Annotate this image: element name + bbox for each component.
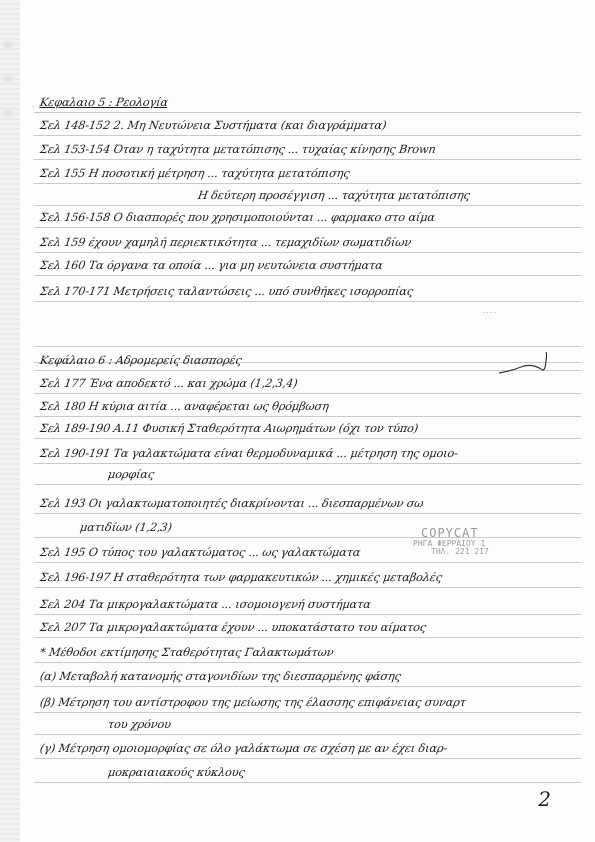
ruled-line	[34, 782, 581, 783]
punch-hole	[2, 36, 14, 54]
ruled-line	[34, 416, 581, 417]
ruled-line	[34, 463, 581, 464]
ruled-line	[34, 252, 581, 253]
ruled-line	[34, 513, 581, 514]
notebook-line: (α) Μεταβολή κατανομής σταγονιδίων της διεσπαρμένης φάσης	[39, 670, 402, 683]
ruled-line	[34, 637, 581, 638]
notebook-line: Σελ 195 Ο τύπος του γαλακτώματος ... ως γαλακτώματα	[39, 546, 362, 559]
notebook-line: (γ) Μέτρηση ομοιομορφίας σε όλο γαλάκτωμα σε σχέση με αν έχει διαρ-	[39, 742, 448, 755]
page-number: 2	[538, 787, 551, 811]
ruled-line	[34, 205, 581, 206]
ruled-line	[34, 227, 581, 228]
notebook-line: Η δεύτερη προσέγγιση ... ταχύτητα μετατόπισης	[197, 189, 471, 202]
notebook-line: Σελ 204 Τα μικρογαλακτώματα ... ισομοιογενή συστήματα	[39, 598, 372, 611]
notebook-line: Σελ 159 έχουν χαμηλή περιεκτικότητα ... τεμαχιδίων σωματιδίων	[39, 236, 412, 249]
notebook-line: Σελ 156-158 Ο διασπορές που χρησιμοποιούνται ... φαρμακο στο αίμα	[39, 211, 436, 224]
ruled-line	[34, 301, 581, 302]
ruled-line	[34, 484, 581, 485]
punch-hole	[2, 104, 14, 122]
tiny-mark: ----	[482, 309, 497, 316]
ruled-line	[34, 275, 581, 276]
ruled-line	[34, 712, 581, 713]
ruled-line	[34, 734, 581, 735]
notebook-line: Σελ 177 Ένα αποδεκτό ... και χρώμα (1,2,3,4)	[39, 377, 299, 390]
notebook-line: Σελ 207 Τα μικρογαλακτώματα έχουν ... υποκατάστατο του αίματος	[39, 621, 427, 634]
notebook-line: μοκραιαιακούς κύκλους	[107, 766, 246, 779]
notebook-line: Σελ 180 Η κύρια αιτία ... αναφέρεται ως θρόμβωση	[39, 400, 330, 413]
ruled-line	[34, 686, 581, 687]
notebook-line: Κεφάλαιο 6 : Αδρομερείς διασπορές	[39, 354, 243, 367]
notebook-line: Σελ 189-190 Α.11 Φυσική Σταθερότητα Αιωρημάτων (όχι τον τύπο)	[39, 422, 419, 435]
ruled-line	[34, 587, 581, 588]
notebook-line: Σελ 170-171 Μετρήσεις ταλαντώσεις ... υπό συνθήκες ισορροπίας	[39, 285, 414, 298]
notebook-line: μορφίας	[107, 468, 155, 481]
ruled-line	[34, 112, 581, 113]
notebook-line: (β) Μέτρηση του αντίστροφου της μείωσης της έλασσης επιφάνειας συναρτ	[39, 696, 467, 709]
stamp-phone: ΤΗΛ. 221 217	[431, 546, 489, 556]
stamp-title: COPYCAT	[421, 526, 479, 540]
notebook-line: ματιδίων (1,2,3)	[79, 521, 173, 534]
notebook-line: Σελ 196-197 Η σταθερότητα των φαρμακευτικών ... χημικές μεταβολές	[39, 571, 443, 584]
notebook-line: Σελ 193 Οι γαλακτωματοποιητές διακρίνονται ... διεσπαρμένων σω	[39, 497, 425, 510]
notebook-line: Σελ 155 Η ποσοτική μέτρηση ... ταχύτητα μετατόπισης	[39, 167, 351, 180]
margin-strip	[0, 0, 20, 842]
stamp-address: ΡΗΓΑ ΦΕΡΡΑΙΟΥ 1	[413, 538, 486, 548]
ruled-line	[34, 438, 581, 439]
ruled-line	[34, 393, 581, 394]
ruled-line	[34, 183, 581, 184]
ruled-line	[34, 135, 581, 136]
ruled-line	[34, 662, 581, 663]
ruled-line	[34, 614, 581, 615]
notebook-line: Σελ 160 Τα όργανα τα οποία ... για μη νευτώνεια συστήματα	[39, 259, 384, 272]
notebook-line: Σελ 190-191 Τα γαλακτώματα είναι θερμοδυναμικά ... μέτρηση της ομοιο-	[39, 447, 459, 460]
ruled-line	[34, 758, 581, 759]
notebook-line: Κεφαλαιο 5 : Ρεολογία	[39, 96, 169, 109]
ruled-line	[34, 346, 581, 347]
notebook-line: Σελ 153-154 Όταν η ταχύτητα μετατόπισης ... τυχαίας κίνησης Brown	[39, 143, 437, 156]
copycat-stamp	[411, 527, 531, 567]
checkmark-scribble	[497, 351, 557, 386]
notebook-line: * Μέθοδοι εκτίμησης Σταθερότητας Γαλακτωμάτων	[39, 646, 335, 659]
ruled-line	[34, 159, 581, 160]
punch-hole	[2, 70, 14, 88]
notebook-line: του χρόνου	[107, 718, 172, 731]
notebook-line: Σελ 148-152 2. Μη Νευτώνεια Συστήματα (και διαγράμματα)	[39, 119, 388, 132]
